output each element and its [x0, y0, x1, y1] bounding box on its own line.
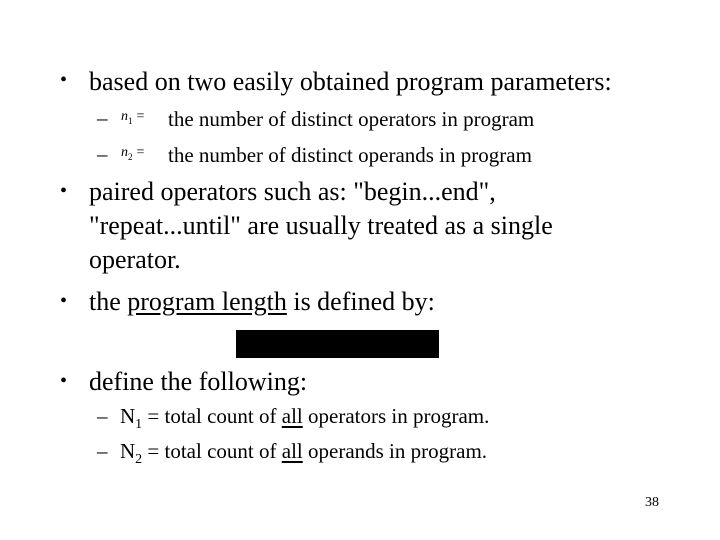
- bullet-dot: •: [60, 370, 68, 392]
- program-length-post: is defined by:: [286, 287, 435, 316]
- bullet-paired-operators-line3: operator.: [89, 245, 181, 274]
- bullet-dot: •: [60, 290, 68, 312]
- sub-text-post: operators in program.: [302, 404, 490, 428]
- sub-distinct-operators: the number of distinct operators in program: [168, 107, 535, 131]
- program-length-pre: the: [89, 287, 128, 316]
- dash-marker: –: [97, 404, 108, 428]
- sub-text-pre: = total count of: [142, 404, 282, 428]
- bullet-paired-operators-line2: "repeat...until" are usually treated as a single: [89, 211, 553, 240]
- sub-distinct-operands: the number of distinct operands in program: [168, 143, 532, 167]
- formula-subscript: 1: [128, 115, 133, 126]
- formula-subscript: 2: [128, 151, 133, 162]
- formula-n2: [121, 142, 144, 167]
- formula-var: n: [121, 109, 128, 124]
- formula-equals: =: [136, 145, 145, 160]
- bullet-dot: •: [60, 180, 68, 202]
- sub-text-underlined: all: [281, 404, 303, 428]
- bullet-program-length: [89, 286, 435, 318]
- var-N: N: [120, 404, 136, 428]
- program-length-term: program length: [127, 287, 287, 316]
- bullet-define-following: define the following:: [89, 367, 308, 396]
- sub-text-post: operands in program.: [302, 439, 488, 463]
- dash-marker: –: [97, 142, 108, 166]
- dash-marker: –: [97, 439, 108, 463]
- var-subscript: 1: [135, 417, 143, 432]
- sub-text-pre: = total count of: [142, 439, 282, 463]
- var-N: N: [120, 439, 136, 463]
- slide-number: 38: [645, 495, 659, 510]
- sub-total-operands: [120, 438, 488, 467]
- dash-marker: –: [97, 106, 108, 130]
- redacted-formula-block: [236, 330, 439, 358]
- formula-var: n: [121, 145, 128, 160]
- bullet-based-on-parameters: based on two easily obtained program parameters:: [89, 67, 612, 96]
- sub-text-underlined: all: [281, 439, 303, 463]
- bullet-paired-operators-line1: paired operators such as: "begin...end",: [89, 177, 496, 206]
- formula-n1: [121, 106, 144, 131]
- bullet-dot: •: [60, 69, 68, 91]
- formula-equals: =: [136, 109, 145, 124]
- sub-total-operators: [120, 403, 490, 432]
- var-subscript: 2: [135, 452, 143, 467]
